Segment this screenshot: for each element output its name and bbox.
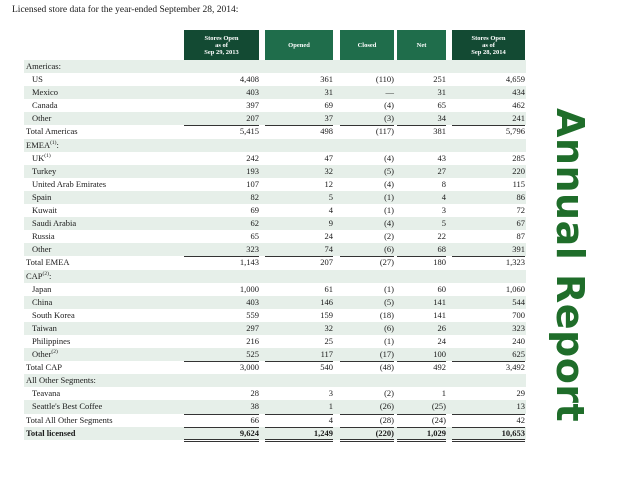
cell-value: 61 xyxy=(324,283,333,294)
cell-value: 540 xyxy=(265,361,333,374)
table-row xyxy=(24,283,526,296)
cell-value: 4 xyxy=(265,414,333,427)
cell-value: (18) xyxy=(379,309,394,320)
table-row xyxy=(24,152,526,165)
cell-value: 141 xyxy=(433,309,446,320)
cell-value: 67 xyxy=(516,218,525,229)
table-row xyxy=(24,322,526,335)
total-row xyxy=(24,427,526,440)
cell-value: 220 xyxy=(512,165,525,176)
cell-value: 28 xyxy=(250,388,259,399)
row-label-text: Other xyxy=(32,113,52,124)
cell-value: (2) xyxy=(384,231,394,242)
cell-value: 207 xyxy=(265,256,333,269)
cell-value: 146 xyxy=(320,296,333,307)
row-label-text: CAP xyxy=(26,270,43,281)
row-label-text: US xyxy=(32,74,43,85)
cell-value: (1) xyxy=(384,205,394,216)
cell-value: 72 xyxy=(516,205,525,216)
cell-value: 69 xyxy=(250,205,259,216)
table-row xyxy=(24,309,526,322)
cell-value: 27 xyxy=(437,165,446,176)
cell-value: 285 xyxy=(512,152,525,163)
section-row xyxy=(24,270,526,283)
row-label xyxy=(26,414,113,427)
cell-value: 1,029 xyxy=(397,427,446,442)
cell-value: 37 xyxy=(324,113,333,124)
row-label-text: Americas: xyxy=(26,61,61,71)
cell-value: (2) xyxy=(384,388,394,399)
cell-value: (220) xyxy=(340,427,394,442)
cell-value: 43 xyxy=(437,152,446,163)
row-label xyxy=(32,400,102,413)
row-label xyxy=(32,387,60,400)
header-line: Sep 28, 2014 xyxy=(471,48,506,56)
cell-value: (4) xyxy=(384,178,394,189)
header-stores-open-2014 xyxy=(452,30,525,60)
footnote-marker: (1) xyxy=(50,139,57,146)
table-caption: Licensed store data for the year-ended September 28, 2014: xyxy=(12,5,239,15)
cell-value: 1,323 xyxy=(452,256,525,269)
row-label-text: EMEA xyxy=(26,139,51,150)
row-label xyxy=(32,204,57,217)
cell-value: 9,624 xyxy=(184,427,259,442)
cell-value: 68 xyxy=(437,244,446,255)
cell-value: 1,143 xyxy=(184,256,259,269)
cell-value: 434 xyxy=(512,87,525,98)
table-body xyxy=(24,60,526,440)
cell-value: 9 xyxy=(328,218,333,229)
cell-value: 193 xyxy=(246,165,259,176)
cell-value: 29 xyxy=(516,388,525,399)
cell-value: (1) xyxy=(384,283,394,294)
cell-value: (27) xyxy=(340,256,394,269)
section-row xyxy=(24,139,526,152)
cell-value: 31 xyxy=(324,87,333,98)
cell-value: (24) xyxy=(397,414,446,427)
table-header xyxy=(24,30,526,60)
row-label xyxy=(32,243,51,256)
cell-value: (117) xyxy=(340,125,394,138)
cell-value: 65 xyxy=(250,231,259,242)
header-line: as of xyxy=(482,41,495,49)
row-label-text: Total EMEA xyxy=(26,257,70,268)
footnote-marker: (2) xyxy=(42,270,49,277)
table-row xyxy=(24,217,526,230)
row-label-text: Seattle's Best Coffee xyxy=(32,401,103,412)
row-label-text: Taiwan xyxy=(32,322,57,333)
cell-value: 100 xyxy=(433,349,446,360)
cell-value: (6) xyxy=(384,244,394,255)
cell-value: 5 xyxy=(441,218,446,229)
row-label xyxy=(32,335,70,348)
cell-value: 8 xyxy=(441,178,446,189)
table-row xyxy=(24,165,526,178)
cell-value: 544 xyxy=(512,296,525,307)
cell-value: 66 xyxy=(184,414,259,427)
cell-value: 216 xyxy=(246,335,259,346)
cell-value: 24 xyxy=(324,231,333,242)
label-suffix: : xyxy=(48,270,52,281)
header-opened: Opened xyxy=(265,30,333,60)
table-row xyxy=(24,348,526,361)
cell-value: 323 xyxy=(246,244,259,255)
cell-value: (25) xyxy=(431,401,446,412)
row-label xyxy=(32,283,51,296)
header-net: Net xyxy=(397,30,446,60)
cell-value: 462 xyxy=(512,100,525,111)
cell-value: 403 xyxy=(246,87,259,98)
header-closed: Closed xyxy=(340,30,394,60)
cell-value: 381 xyxy=(397,125,446,138)
cell-value: 207 xyxy=(246,113,259,124)
row-label-text: Saudi Arabia xyxy=(32,218,77,229)
cell-value: 62 xyxy=(250,218,259,229)
cell-value: (48) xyxy=(340,361,394,374)
cell-value: 297 xyxy=(246,322,259,333)
cell-value: 47 xyxy=(324,152,333,163)
label-suffix: : xyxy=(56,139,59,150)
cell-value: (4) xyxy=(384,218,394,229)
table-row xyxy=(24,243,526,256)
cell-value: 22 xyxy=(437,231,446,242)
side-title-wrap xyxy=(548,108,592,423)
table-row xyxy=(24,204,526,217)
cell-value: 498 xyxy=(265,125,333,138)
cell-value: 107 xyxy=(246,178,259,189)
cell-value: 26 xyxy=(437,322,446,333)
row-label-text: Turkey xyxy=(32,165,57,176)
cell-value: 42 xyxy=(452,414,525,427)
cell-value: 34 xyxy=(437,113,446,124)
table-row xyxy=(24,73,526,86)
cell-value: 251 xyxy=(433,74,446,85)
cell-value: 74 xyxy=(324,244,333,255)
row-label xyxy=(32,152,51,165)
cell-value: 82 xyxy=(250,191,259,202)
row-label xyxy=(26,270,51,283)
row-label xyxy=(32,191,51,204)
footnote-marker: (1) xyxy=(44,152,51,159)
cell-value: 32 xyxy=(324,165,333,176)
row-label xyxy=(32,165,56,178)
row-label xyxy=(32,99,58,112)
header-line: as of xyxy=(215,41,228,49)
cell-value: 1,249 xyxy=(265,427,333,442)
row-label xyxy=(32,322,57,335)
row-label-text: Kuwait xyxy=(32,205,58,216)
cell-value: 559 xyxy=(246,309,259,320)
cell-value: 31 xyxy=(437,87,446,98)
cell-value: 323 xyxy=(512,322,525,333)
cell-value: — xyxy=(385,87,394,98)
row-label xyxy=(26,374,96,387)
cell-value: 403 xyxy=(246,296,259,307)
total-row xyxy=(24,125,526,138)
cell-value: (110) xyxy=(375,74,394,85)
row-label xyxy=(32,112,51,125)
cell-value: 241 xyxy=(512,113,525,124)
row-label-text: United Arab Emirates xyxy=(32,178,107,189)
cell-value: (26) xyxy=(379,401,394,412)
table-row xyxy=(24,178,526,191)
header-line: Sep 29, 2013 xyxy=(204,48,239,56)
row-label xyxy=(26,125,78,138)
table-row xyxy=(24,296,526,309)
cell-value: 3 xyxy=(328,388,333,399)
row-label-text: South Korea xyxy=(32,309,75,320)
section-row xyxy=(24,374,526,387)
footnote-marker: (2) xyxy=(51,349,58,356)
row-label-text: Other xyxy=(32,244,52,255)
row-label xyxy=(26,427,76,440)
table-row xyxy=(24,387,526,400)
cell-value: (1) xyxy=(384,335,394,346)
cell-value: 13 xyxy=(516,401,525,412)
cell-value: 1 xyxy=(328,401,333,412)
side-title: Annual Report xyxy=(548,108,592,423)
cell-value: 115 xyxy=(512,178,525,189)
row-label-text: UK xyxy=(32,152,45,163)
cell-value: 3,000 xyxy=(184,361,259,374)
header-stores-open-2013 xyxy=(184,30,259,60)
cell-value: 5,796 xyxy=(452,125,525,138)
cell-value: 1 xyxy=(441,388,446,399)
cell-value: 1,000 xyxy=(239,283,259,294)
cell-value: 4,659 xyxy=(505,74,525,85)
row-label xyxy=(32,348,58,361)
table-row xyxy=(24,112,526,125)
total-row xyxy=(24,414,526,427)
cell-value: (5) xyxy=(384,165,394,176)
header-line: Stores Open xyxy=(204,34,239,42)
table-row xyxy=(24,230,526,243)
row-label-text: All Other Segments: xyxy=(26,375,96,386)
row-label xyxy=(32,178,106,191)
row-label-text: Other xyxy=(32,349,52,360)
cell-value: (5) xyxy=(384,296,394,307)
header-line: Stores Open xyxy=(471,34,506,42)
total-row xyxy=(24,361,526,374)
cell-value: (28) xyxy=(340,414,394,427)
cell-value: 10,653 xyxy=(452,427,525,442)
cell-value: 159 xyxy=(320,309,333,320)
cell-value: 24 xyxy=(437,335,446,346)
table-row xyxy=(24,86,526,99)
cell-value: (4) xyxy=(384,100,394,111)
cell-value: 4 xyxy=(441,191,446,202)
cell-value: 87 xyxy=(516,231,525,242)
table-row xyxy=(24,191,526,204)
cell-value: 38 xyxy=(250,401,259,412)
row-label-text: Total licensed xyxy=(26,427,76,438)
total-row xyxy=(24,256,526,269)
cell-value: 86 xyxy=(516,191,525,202)
row-label xyxy=(26,361,62,374)
table-row xyxy=(24,400,526,413)
cell-value: 5 xyxy=(328,191,333,202)
row-label xyxy=(32,217,76,230)
row-label xyxy=(26,139,59,152)
row-label xyxy=(32,309,75,322)
cell-value: (4) xyxy=(384,152,394,163)
cell-value: 32 xyxy=(324,322,333,333)
row-label xyxy=(26,60,61,73)
cell-value: 700 xyxy=(512,309,525,320)
cell-value: (1) xyxy=(384,191,394,202)
row-label-text: Total CAP xyxy=(26,362,63,373)
cell-value: 525 xyxy=(246,349,259,360)
cell-value: 3 xyxy=(441,205,446,216)
cell-value: 141 xyxy=(433,296,446,307)
cell-value: 65 xyxy=(437,100,446,111)
cell-value: 117 xyxy=(320,349,333,360)
row-label xyxy=(32,230,55,243)
row-label-text: Teavana xyxy=(32,388,61,399)
row-label xyxy=(32,73,43,86)
cell-value: 25 xyxy=(324,335,333,346)
cell-value: (3) xyxy=(384,113,394,124)
table-row xyxy=(24,335,526,348)
cell-value: 12 xyxy=(324,178,333,189)
section-row xyxy=(24,60,526,73)
cell-value: 4 xyxy=(328,205,333,216)
row-label-text: Mexico xyxy=(32,87,58,98)
cell-value: 60 xyxy=(437,283,446,294)
row-label-text: Spain xyxy=(32,191,52,202)
row-label xyxy=(32,86,58,99)
cell-value: (6) xyxy=(384,322,394,333)
cell-value: 1,060 xyxy=(505,283,525,294)
row-label-text: China xyxy=(32,296,53,307)
row-label-text: Philippines xyxy=(32,335,71,346)
cell-value: 240 xyxy=(512,335,525,346)
table-row xyxy=(24,99,526,112)
row-label xyxy=(26,256,70,269)
cell-value: 492 xyxy=(397,361,446,374)
row-label-text: Total Americas xyxy=(26,126,78,137)
cell-value: 361 xyxy=(320,74,333,85)
cell-value: 69 xyxy=(324,100,333,111)
cell-value: 5,415 xyxy=(184,125,259,138)
cell-value: 391 xyxy=(512,244,525,255)
row-label xyxy=(32,296,52,309)
cell-value: 180 xyxy=(397,256,446,269)
cell-value: 4,408 xyxy=(239,74,259,85)
cell-value: 3,492 xyxy=(452,361,525,374)
cell-value: (17) xyxy=(379,349,394,360)
licensed-store-table xyxy=(24,30,526,440)
row-label-text: Japan xyxy=(32,283,52,294)
cell-value: 242 xyxy=(246,152,259,163)
row-label-text: Total All Other Segments xyxy=(26,414,113,425)
row-label-text: Canada xyxy=(32,100,58,111)
cell-value: 625 xyxy=(512,349,525,360)
cell-value: 397 xyxy=(246,100,259,111)
row-label-text: Russia xyxy=(32,231,55,242)
